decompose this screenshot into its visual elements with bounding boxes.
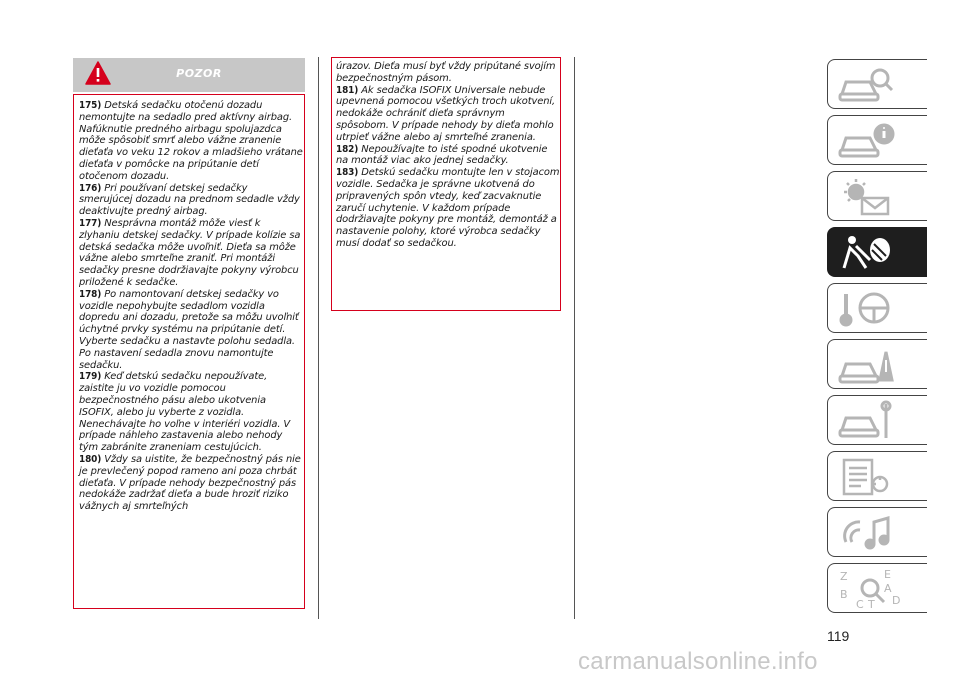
tab-emergency[interactable]: [827, 339, 927, 389]
tab-technical-data[interactable]: [827, 451, 927, 501]
warning-text-column-right: [336, 61, 560, 250]
tab-safety-airbag[interactable]: [827, 227, 927, 277]
warning-paragraph: 177) Nesprávna montáž môže viesť k zlyhaniu detskej sedačky. V prípade kolízie sa detská sedačka môže uvoľniť. Dieťa sa môže vážne alebo smrteľne zraniť. Pri montáži sedačky presne dodržiavajte pokyny výrobcu priložené k sedačke.: [79, 217, 301, 288]
tab-safety-lights[interactable]: [827, 171, 927, 221]
svg-text:C: C: [856, 598, 864, 610]
svg-text:E: E: [884, 568, 891, 581]
watermark: carmanualsonline.info: [578, 648, 818, 675]
airbag-seat-icon: [836, 232, 896, 274]
tab-starting-driving[interactable]: [827, 283, 927, 333]
warning-paragraph: 180) Vždy sa uistite, že bezpečnostný pás nie je prevlečený popod rameno ani poza chrbát dieťaťa. V prípade nehody bezpečnostný pás nedokáže zadržať dieťa a bude hroziť riziko vážnych aj smrteľných: [79, 453, 301, 513]
warning-light-envelope-icon: [836, 176, 896, 218]
warning-header: [73, 58, 305, 92]
warning-paragraph: úrazov. Dieťa musí byť vždy pripútané svojím bezpečnostným pásom.: [336, 61, 556, 84]
svg-text:T: T: [868, 598, 875, 610]
car-info-icon: [836, 120, 896, 162]
column-divider: [574, 57, 575, 619]
page-number: 119: [827, 628, 850, 644]
car-wrench-icon: [836, 400, 896, 442]
svg-text:Z: Z: [840, 570, 848, 583]
tab-maintenance[interactable]: [827, 395, 927, 445]
car-search-icon: [836, 64, 896, 106]
warning-paragraph: 182) Nepoužívajte to isté spodné ukotvenie na montáž viac ako jednej sedačky.: [336, 143, 548, 167]
svg-text:D: D: [892, 594, 901, 607]
column-divider: [318, 57, 319, 619]
warning-paragraph: 176) Pri používaní detskej sedačky smerujúcej dozadu na prednom sedadle vždy deaktivujte predný airbag.: [79, 182, 300, 218]
tab-instruments[interactable]: [827, 115, 927, 165]
tab-getting-to-know-car[interactable]: [827, 59, 927, 109]
warning-title: POZOR: [176, 67, 222, 80]
multimedia-music-icon: [836, 512, 896, 554]
steering-wheel-key-icon: [836, 288, 896, 330]
warning-paragraph: 178) Po namontovaní detskej sedačky vo vozidle nepohybujte sedadlom vozidla dopredu ani dozadu, pretože sa môžu uvoľniť úchytné prvky systému na pripútanie detí. Vyberte sedačku a nastavte polohu sedadla. Po nastavení sedadla znovu namontujte sedačku.: [79, 288, 299, 371]
warning-paragraph: 183) Detskú sedačku montujte len v stojacom vozidle. Sedačka je správne ukotvená do pripravených spôn vtedy, keď zacvaknutie zaručí uchytenie. V každom prípade dodržiavajte pokyny pre montáž, demontáž a nastavenie polohy, ktoré výrobca sedačky musí dodať so sedačkou.: [336, 167, 560, 249]
data-sheet-icon: [836, 456, 896, 498]
car-crash-icon: [836, 344, 896, 386]
warning-paragraph: 179) Keď detskú sedačku nepoužívate, zaistite ju vo vozidle pomocou bezpečnostného pásu alebo ukotvenia ISOFIX, alebo ju vyberte z vozidla. Nenechávajte ho voľne v interiéri vozidla. V prípade náhleho zastavenia alebo nehody tým zabránite zraneniam cestujúcich.: [79, 371, 291, 454]
tab-index[interactable]: [827, 563, 927, 613]
svg-text:A: A: [884, 582, 892, 595]
warning-paragraph: 175) Detská sedačku otočenú dozadu nemontujte na sedadlo pred aktívny airbag. Nafúknutie predného airbagu spolujazdca môže spôsobiť smrť alebo vážne zranenie dieťaťa vo veku 12 rokov a mladšieho vrátane dieťaťa v pomôcke na pripútanie detí otočenom dozadu.: [79, 100, 303, 182]
warning-text-column-left: [79, 100, 303, 513]
tab-multimedia[interactable]: [827, 507, 927, 557]
warning-paragraph: 181) Ak sedačka ISOFIX Universale nebude upevnená pomocou všetkých troch ukotvení, nedokáže ochrániť dieťa správnym spôsobom. V prípade nehody by dieťa mohlo utrpieť vážne alebo aj smrteľné zranenia.: [336, 84, 556, 143]
alphabet-index-icon: [836, 568, 906, 610]
svg-text:B: B: [840, 588, 848, 601]
